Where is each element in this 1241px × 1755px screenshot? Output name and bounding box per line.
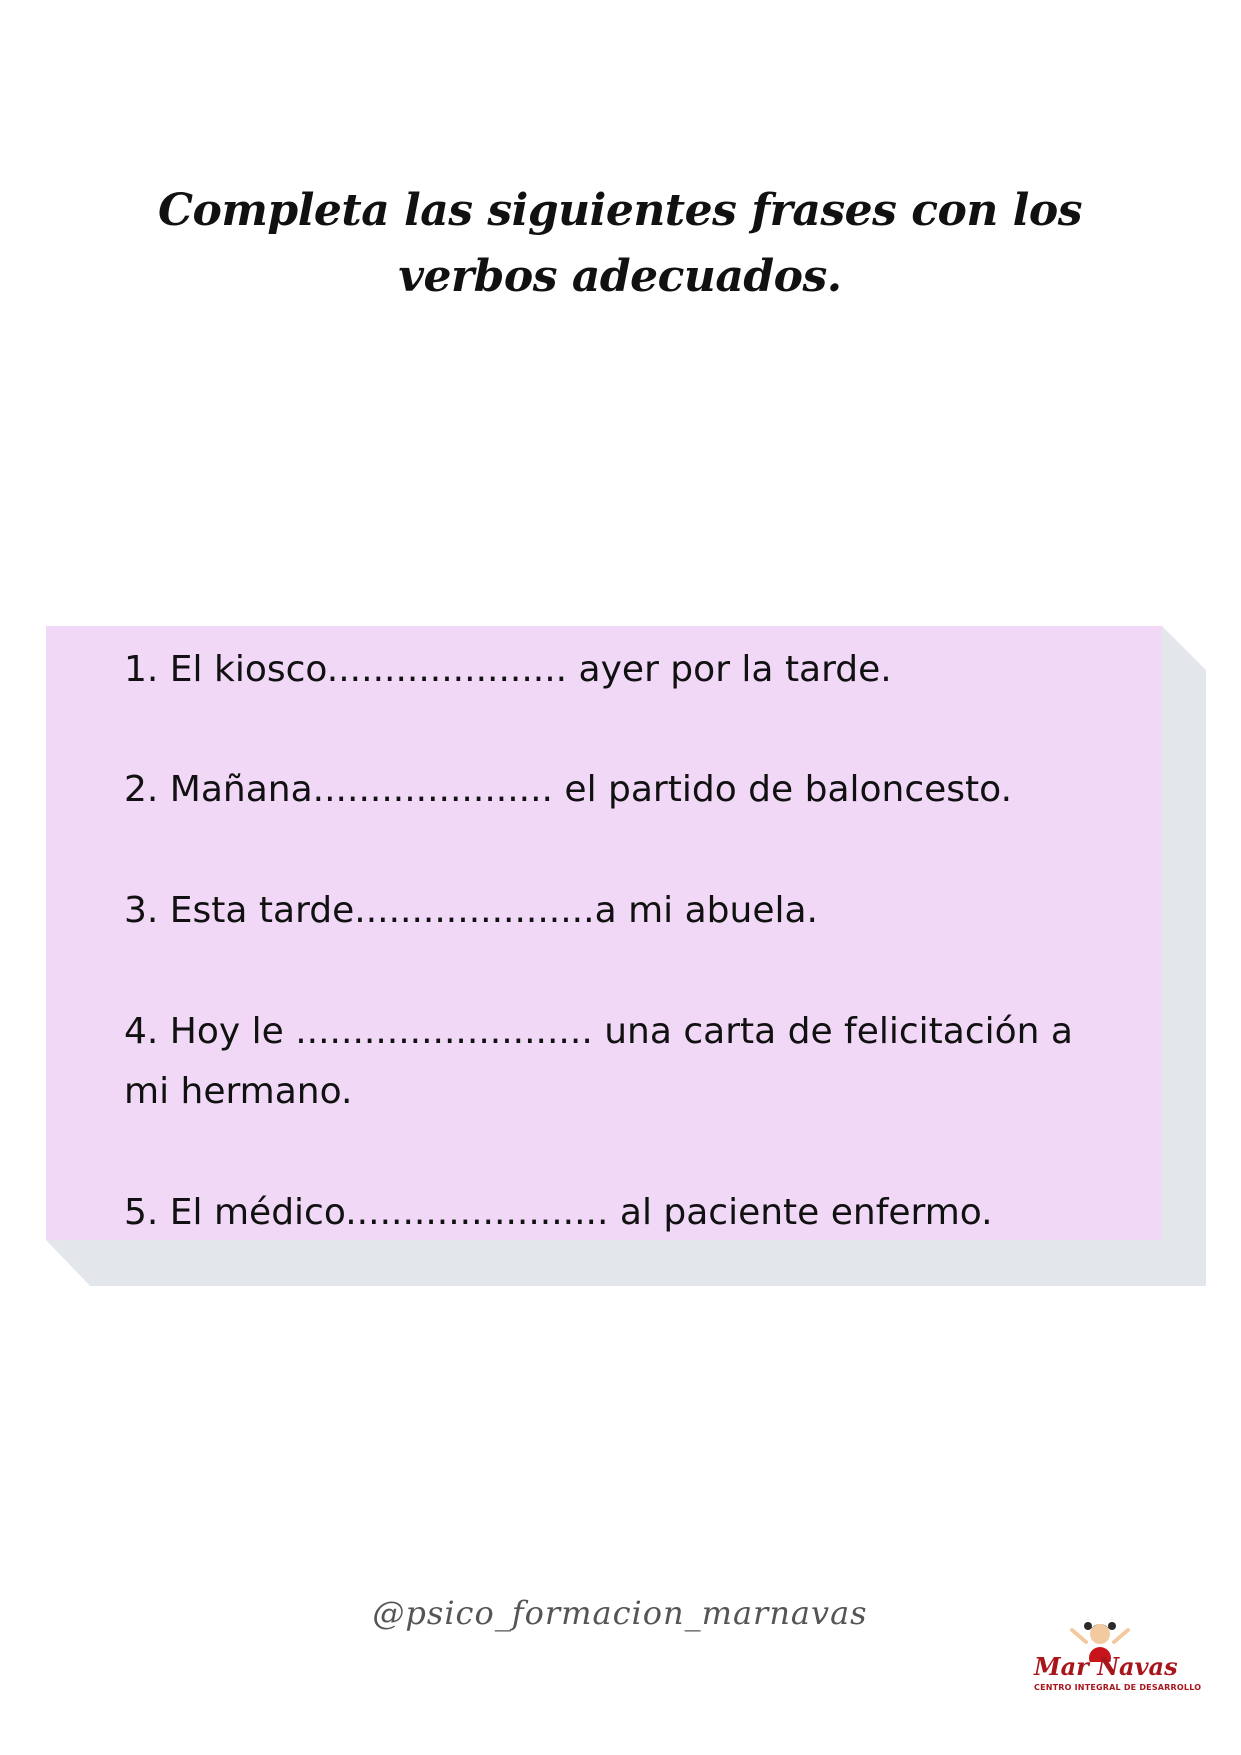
logo-name: Mar Navas — [1034, 1652, 1178, 1681]
social-handle: @psico_formacion_marnavas — [372, 1594, 868, 1632]
sentence-2: 2. Mañana..................... el partido de baloncesto. — [124, 769, 1013, 810]
brand-logo — [1026, 1612, 1202, 1698]
sentence-1: 1. El kiosco..................... ayer por la tarde. — [124, 649, 892, 690]
sentence-5: 5. El médico....................... al paciente enfermo. — [124, 1192, 993, 1233]
sentence-4: 4. Hoy le .......................... una carta de felicitación a mi hermano. — [124, 1011, 1073, 1112]
sentence-3: 3. Esta tarde.....................a mi abuela. — [124, 890, 818, 931]
page-title: Completa las siguientes frases con los verbos adecuados. — [158, 185, 1082, 302]
logo-tagline: CENTRO INTEGRAL DE DESARROLLO — [1034, 1683, 1202, 1692]
